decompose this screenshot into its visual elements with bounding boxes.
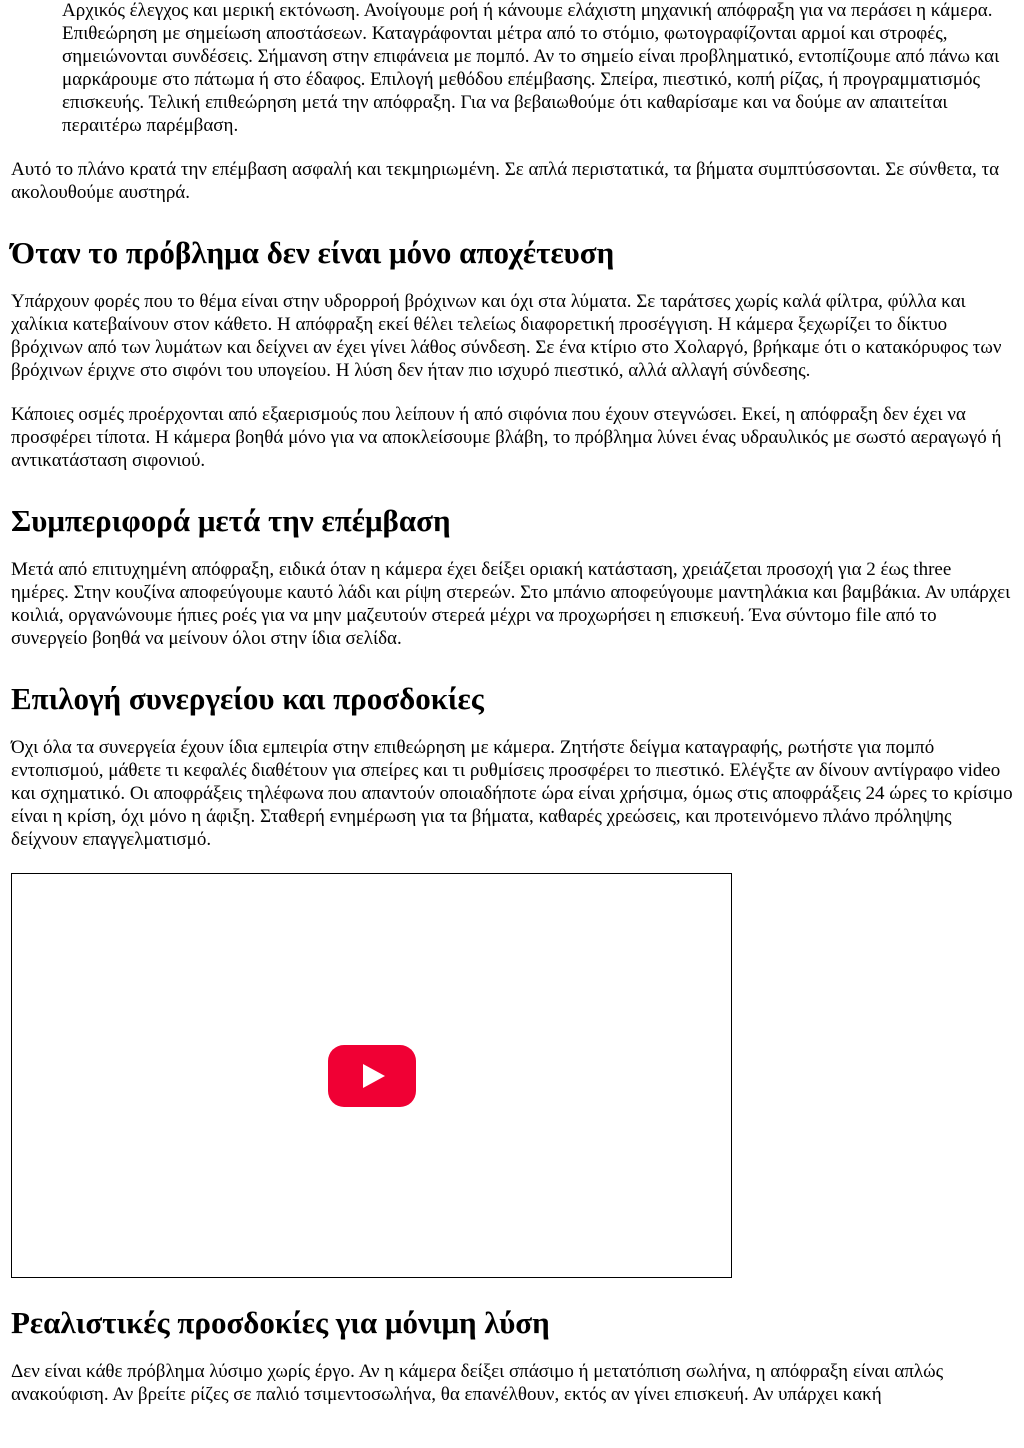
paragraph: Δεν είναι κάθε πρόβλημα λύσιμο χωρίς έργο. Αν η κάμερα δείξει σπάσιμο ή μετατόπιση σωλήνα, η απόφραξη είναι απλώς ανακούφιση. Αν βρείτε ρίζες σε παλιό τσιμεντοσωλήνα, θα επανέλθουν, εκτός αν γίνει επισκευή. Αν υπάρχει κακή	[11, 1361, 944, 1405]
section-heading: Ρεαλιστικές προσδοκίες για μόνιμη λύση	[11, 1305, 550, 1340]
youtube-play-icon[interactable]	[328, 1045, 416, 1107]
section-heading: Όταν το πρόβλημα δεν είναι μόνο αποχέτευση	[11, 235, 615, 270]
list-item: Αρχικός έλεγχος και μερική εκτόνωση. Ανοίγουμε ροή ή κάνουμε ελάχιστη μηχανική απόφραξη για να περάσει η κάμερα. Επιθεώρηση με σημείωση αποστάσεων. Καταγράφονται μέτρα από το στόμιο, φωτογραφίζονται αρμοί και στροφές, σημειώνονται συνδέσεις. Σήμανση στην επιφάνεια με πομπό. Αν το σημείο είναι προβληματικό, εντοπίζουμε από πάνω και μαρκάρουμε στο πάτωμα ή στο έδαφος. Επιλογή μεθόδου επέμβασης. Σπείρα, πιεστικό, κοπή ρίζας, ή προγραμματισμός επισκευής. Τελική επιθεώρηση μετά την απόφραξη. Για να βεβαιωθούμε ότι καθαρίσαμε και να δούμε αν απαιτείται περαιτέρω παρέμβαση.	[62, 0, 1000, 136]
paragraph: Υπάρχουν φορές που το θέμα είναι στην υδρορροή βρόχινων και όχι στα λύματα. Σε ταράτσες χωρίς καλά φίλτρα, φύλλα και χαλίκια κατεβαίνουν στον κάθετο. Η απόφραξη εκεί θέλει τελείως διαφορετική προσέγγιση. Η κάμερα ξεχωρίζει το δίκτυο βρόχινων από των λυμάτων και δείχνει αν έχει γίνει λάθος σύνδεση. Σε ένα κτίριο στο Χολαργό, βρήκαμε ότι ο κατακόρυφος των βρόχινων έριχνε στο σιφόνι του υπογείου. Η λύση δεν ήταν πιο ισχυρό πιεστικό, αλλά αλλαγή σύνδεσης.	[11, 291, 1002, 381]
paragraph: Κάποιες οσμές προέρχονται από εξαερισμούς που λείπουν ή από σιφόνια που έχουν στεγνώσει. Εκεί, η απόφραξη δεν έχει να προσφέρει τίποτα. Η κάμερα βοηθά μόνο για να αποκλείσουμε βλάβη, το πρόβλημα λύνει ένας υδραυλικός με σωστό αεραγωγό ή αντικατάσταση σιφονιού.	[11, 404, 1002, 471]
paragraph: Αυτό το πλάνο κρατά την επέμβαση ασφαλή και τεκμηριωμένη. Σε απλά περιστατικά, τα βήματα συμπτύσσονται. Σε σύνθετα, τα ακολουθούμε αυστηρά.	[11, 159, 1000, 203]
section-heading: Επιλογή συνεργείου και προσδοκίες	[11, 681, 484, 716]
paragraph: Όχι όλα τα συνεργεία έχουν ίδια εμπειρία στην επιθεώρηση με κάμερα. Ζητήστε δείγμα καταγραφής, ρωτήστε για πομπό εντοπισμού, μάθετε τι κεφαλές διαθέτουν για σπείρες και τι ρυθμίσεις προσφέρει το πιεστικό. Ελέγξτε αν δίνουν αντίγραφο video και σχηματικό. Οι αποφράξεις τηλέφωνα που απαντούν οποιαδήποτε ώρα είναι χρήσιμα, όμως στις αποφράξεις 24 ώρες το κρίσιμο είναι η κρίση, όχι μόνο η άφιξη. Σταθερή ενημέρωση για τα βήματα, καθαρές χρεώσεις, και προτεινόμενο πλάνο πρόληψης δείχνουν επαγγελματισμό.	[11, 737, 1013, 850]
paragraph: Μετά από επιτυχημένη απόφραξη, ειδικά όταν η κάμερα έχει δείξει οριακή κατάσταση, χρειάζεται προσοχή για 2 έως three ημέρες. Στην κουζίνα αποφεύγουμε καυτό λάδι και ρίψη στερεών. Στο μπάνιο αποφεύγουμε μαντηλάκια και βαμβάκια. Αν υπάρχει κοιλιά, οργανώνουμε ήπιες ροές για να μην μαζευτούν στερεά μέχρι να προχωρήσει η επισκευή. Ένα σύντομο file από το συνεργείο βοηθά να μείνουν όλοι στην ίδια σελίδα.	[11, 559, 1011, 649]
embedded-video[interactable]	[11, 873, 732, 1278]
section-heading: Συμπεριφορά μετά την επέμβαση	[11, 503, 451, 538]
